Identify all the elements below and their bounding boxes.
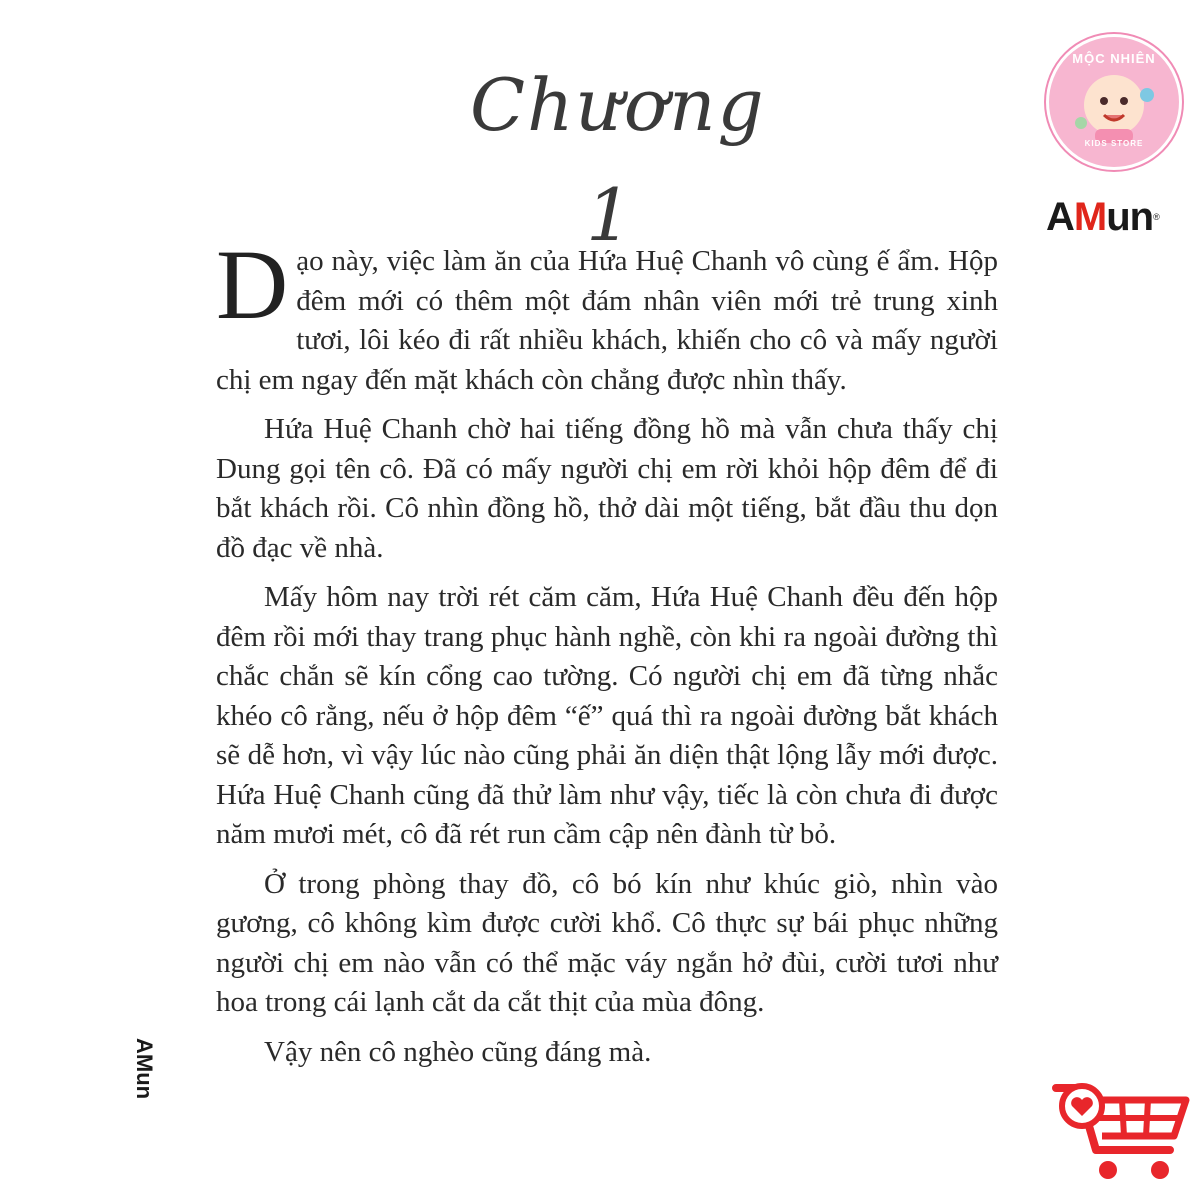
paragraph-4: Ở trong phòng thay đồ, cô bó kín như khúc giò, nhìn vào gương, cô không kìm được cười khổ. Cô thực sự bái phục những người chị em nào vẫn có thể mặc váy ngắn hở đùi, cười tươi như hoa trong cái lạnh cắt da cắt thịt của mùa đông. [216, 867, 998, 1018]
side-brand-logo: AMun [132, 1038, 157, 1100]
chapter-title: Chương 1 [470, 63, 766, 257]
shopping-cart-heart-icon[interactable] [1052, 1076, 1192, 1186]
paragraph-5: Vậy nên cô nghèo cũng đáng mà. [264, 1035, 652, 1068]
chapter-body [216, 229, 998, 1082]
paragraph-3: Mấy hôm nay trời rét căm căm, Hứa Huệ Chanh đều đến hộp đêm rồi mới thay trang phục hành nghề, còn khi ra ngoài đường thì chắc chắn sẽ kín cổng cao tường. Có người chị em đã từng nhắc khéo cô rằng, nếu ở hộp đêm “ế” quá thì ra ngoài đường bắt khách sẽ dễ hơn, vì vậy lúc nào cũng phải ăn diện thật lộng lẫy mới được. Hứa Huệ Chanh cũng đã thử làm như vậy, tiếc là còn chưa đi được năm mươi mét, cô đã rét run cầm cập nên đành từ bỏ. [216, 581, 998, 850]
amun-brand-logo: AMun® [1046, 195, 1159, 239]
badge-bottom-text: KIDS STORE [1084, 139, 1144, 148]
badge-top-text: MỘC NHIÊN [1072, 51, 1156, 66]
drop-cap: D [216, 229, 289, 340]
paragraph-2: Hứa Huệ Chanh chờ hai tiếng đồng hồ mà vẫn chưa thấy chị Dung gọi tên cô. Đã có mấy người chị em rời khỏi hộp đêm để đi bắt khách rồi. Cô nhìn đồng hồ, thở dài một tiếng, bắt đầu thu dọn đồ đạc về nhà. [216, 413, 998, 564]
paragraph-1 [216, 229, 998, 400]
moc-nhien-store-logo [1046, 34, 1182, 170]
paragraph-1-text: ạo này, việc làm ăn của Hứa Huệ Chanh vô cùng ế ẩm. Hộp đêm mới có thêm một đám nhân viên mới trẻ trung xinh tươi, lôi kéo đi rất nhiều khách, khiến cho cô và mấy người chị em ngay đến mặt khách còn chẳng được nhìn thấy. [216, 245, 998, 396]
